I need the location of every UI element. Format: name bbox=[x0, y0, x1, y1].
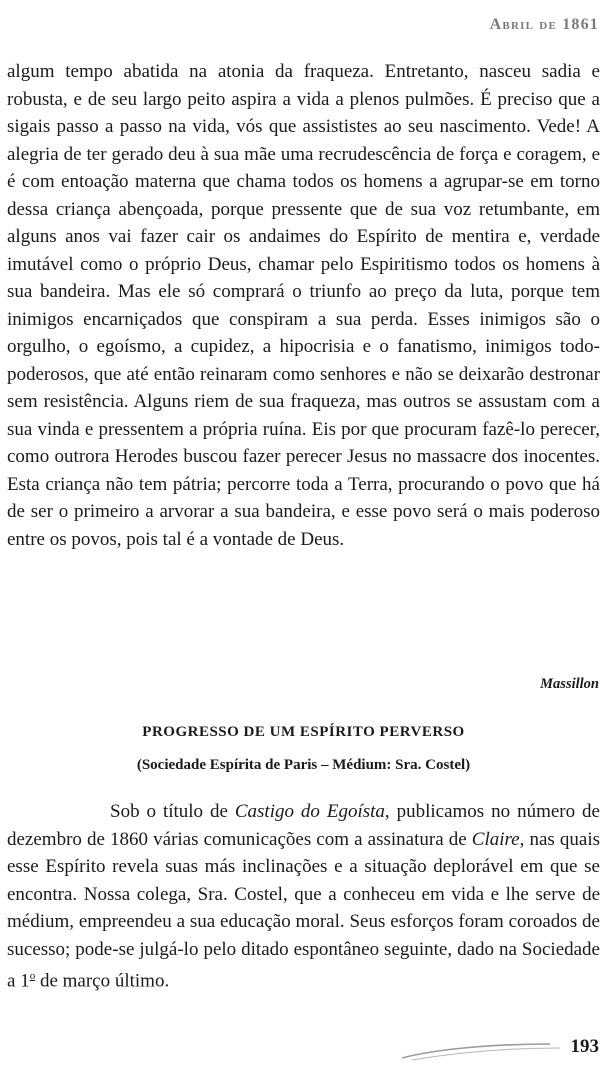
intro-italic-title: Castigo do Egoísta bbox=[234, 801, 385, 822]
intro-paragraph bbox=[7, 798, 600, 995]
intro-text-1: Sob o título de bbox=[110, 801, 235, 822]
intro-text-4: de março último. bbox=[35, 970, 170, 992]
running-head: Abril de 1861 bbox=[489, 16, 599, 33]
intro-italic-name: Claire bbox=[471, 828, 520, 850]
swoosh-ornament-icon bbox=[400, 1038, 570, 1064]
intro-ordinal: o bbox=[29, 970, 36, 982]
intro-text-2: , publicamos no número de dezembro de 1860 várias comunicações com a assinatura de bbox=[7, 801, 600, 850]
page-number: 193 bbox=[570, 1036, 599, 1057]
section-subtitle: (Sociedade Espírita de Paris – Médium: Sra. Costel) bbox=[136, 757, 471, 773]
section-title: PROGRESSO DE UM ESPÍRITO PERVERSO bbox=[142, 724, 465, 740]
intro-text-3: , nas quais esse Espírito revela suas más inclinações e a situação deplorável em que se encontra. Nossa colega, Sra. Costel, que a conheceu em vida e lhe serve de médium, empreendeu a sua educação moral. Seus esforços foram coroados de sucesso; pode-se julgá-lo pelo ditado espontâneo seguinte, dado na Sociedade a 1 bbox=[7, 828, 601, 992]
signature: Massillon bbox=[540, 676, 599, 692]
main-paragraph: algum tempo abatida na atonia da fraqueza. Entretanto, nasceu sadia e robusta, e de seu largo peito aspira a vida a plenos pulmões. É preciso que a sigais passo a passo na vida, vós que assististes ao seu nascimento. Vede! A alegria de ter gerado deu à sua mãe uma recrudescência de força e coragem, e é com entoação materna que chama todos os homens a agrupar-se em torno dessa criança abençoada, porque pressente que de sua voz retumbante, em alguns anos vai fazer cair os andaimes do Espírito de mentira e, verdade imutável como o próprio Deus, chamar pelo Espiritismo todos os homens à sua bandeira. Mas ele só comprará o triunfo ao preço da luta, porque tem inimigos encarniçados que conspiram a sua perda. Esses inimigos são o orgulho, o egoísmo, a cupidez, a hipocrisia e o fanatismo, inimigos todo-poderosos, que até então reinaram como senhores e não se deixarão destronar sem resistência. Alguns riem de sua fraqueza, mas outros se assustam com a sua vinda e pressentem a própria ruína. Eis por que procuram fazê-lo perecer, como outrora Herodes buscou fazer perecer Jesus no massacre dos inocentes. Esta criança não tem pátria; percorre toda a Terra, procurando o povo que há de ser o primeiro a arvorar a sua bandeira, e esse povo será o mais poderoso entre os povos, pois tal é a vontade de Deus. bbox=[7, 61, 600, 550]
